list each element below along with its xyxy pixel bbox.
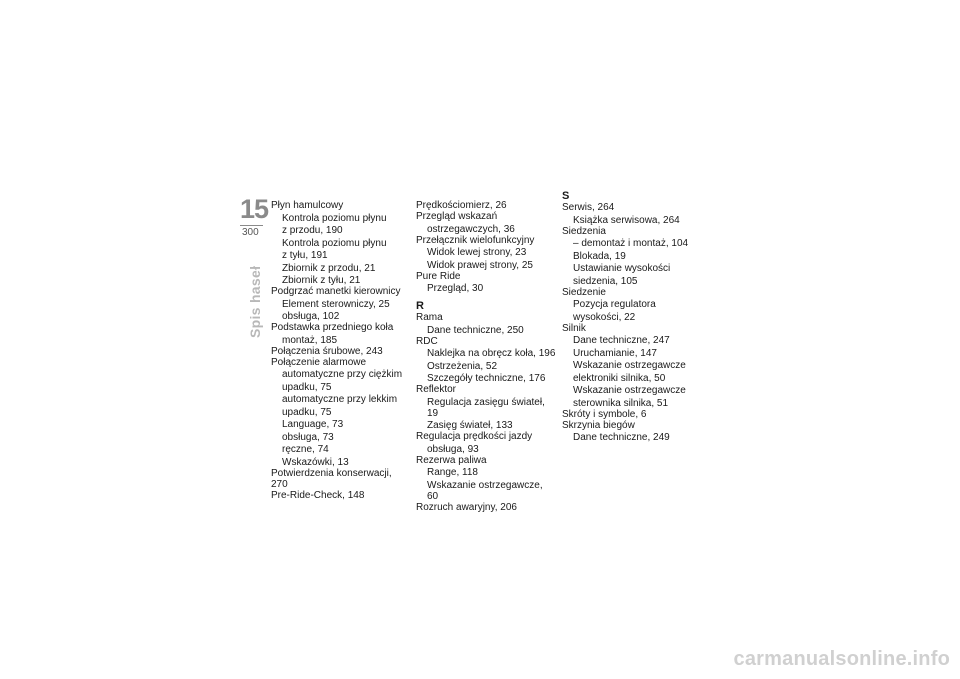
- index-entry: [562, 287, 702, 323]
- index-entry-head: Skróty i symbole, 6: [562, 408, 647, 420]
- index-subentry: Kontrola poziomu płynu: [282, 237, 387, 249]
- index-subentry: Widok lewej strony, 23: [427, 247, 527, 258]
- index-subentry: Regulacja zasięgu świateł, 19: [427, 396, 545, 419]
- index-entry: [271, 286, 411, 322]
- index-subentry: Pozycja regulatora: [573, 299, 656, 310]
- index-subentry: Widok prawej strony, 25: [427, 259, 533, 271]
- index-entry: [271, 357, 411, 468]
- index-entry-head: Rezerwa paliwa: [416, 454, 487, 466]
- index-subentry: z tyłu, 191: [282, 250, 328, 261]
- index-entry-head: Połączenie alarmowe: [271, 356, 367, 368]
- index-entry-head: Połączenia śrubowe, 243: [271, 345, 383, 357]
- index-subentry: Uruchamianie, 147: [573, 347, 657, 359]
- index-subentry: elektroniki silnika, 50: [573, 372, 666, 384]
- index-entry: [562, 420, 702, 444]
- index-subentry: Kontrola poziomu płynu: [282, 212, 387, 224]
- index-entry: [562, 323, 702, 409]
- index-entry: [416, 235, 556, 271]
- index-subentry: ostrzegawczych, 36: [427, 223, 515, 235]
- index-subentry: Wskazanie ostrzegawcze, 60: [427, 479, 543, 502]
- index-entry: [416, 384, 556, 431]
- index-subentry: obsługa, 93: [427, 443, 479, 455]
- index-subentry: montaż, 185: [282, 334, 338, 346]
- index-column-3: [562, 190, 702, 443]
- index-entry-head: Pre-Ride-Check, 148: [271, 489, 365, 501]
- index-entry-head: Siedzenia: [562, 225, 606, 237]
- index-column-2: [416, 200, 556, 513]
- index-entry: [416, 312, 556, 336]
- index-subentry: ręczne, 74: [282, 444, 329, 455]
- index-subentry: wysokości, 22: [573, 311, 636, 323]
- index-entry: [416, 431, 556, 455]
- index-entry-head: Silnik: [562, 322, 586, 334]
- index-entry-head: Przełącznik wielofunkcyjny: [416, 234, 535, 246]
- index-entry-head: Prędkościomierz, 26: [416, 200, 507, 211]
- index-subentry: – demontaż i montaż, 104: [573, 238, 689, 249]
- index-entry-head: Podstawka przedniego koła: [271, 322, 394, 333]
- index-subentry: upadku, 75: [282, 406, 332, 418]
- index-column-1: [271, 200, 411, 501]
- index-letter-heading: S: [562, 190, 570, 202]
- index-entry: [416, 455, 556, 502]
- index-subentry: Zbiornik z tyłu, 21: [282, 275, 361, 286]
- index-subentry: Dane techniczne, 250: [427, 324, 524, 336]
- index-entry-head: Reflektor: [416, 384, 457, 395]
- index-entry-head: RDC: [416, 335, 438, 347]
- index-subentry: sterownika silnika, 51: [573, 397, 669, 409]
- index-entry-head: Pure Ride: [416, 270, 461, 282]
- index-subentry: Wskazanie ostrzegawcze: [573, 385, 686, 396]
- index-subentry: Ostrzeżenia, 52: [427, 360, 498, 372]
- index-subentry: Szczegóły techniczne, 176: [427, 373, 546, 384]
- index-entry-head: Skrzynia biegów: [562, 419, 635, 431]
- chapter-number: 15: [240, 194, 269, 224]
- index-entry: [271, 346, 411, 357]
- index-subentry: Range, 118: [427, 467, 478, 478]
- chapter-divider: [240, 225, 263, 226]
- index-entry-head: Przegląd wskazań: [416, 211, 498, 222]
- chapter-title: Spis haseł: [247, 265, 263, 338]
- index-entry: [271, 200, 411, 286]
- index-entry: [562, 226, 702, 287]
- index-entry: [271, 322, 411, 346]
- index-subentry: Książka serwisowa, 264: [573, 214, 680, 226]
- watermark: carmanualsonline.info: [733, 648, 950, 670]
- index-entry-head: Płyn hamulcowy: [271, 200, 344, 211]
- index-subentry: Naklejka na obręcz koła, 196: [427, 348, 556, 359]
- page-number: 300: [242, 227, 259, 238]
- index-letter-heading: R: [416, 300, 424, 312]
- index-subentry: Dane techniczne, 249: [573, 432, 670, 443]
- index-subentry: obsługa, 102: [282, 311, 340, 322]
- index-entry: [271, 468, 411, 490]
- index-subentry: Wskazanie ostrzegawcze: [573, 360, 686, 371]
- index-entry: [416, 336, 556, 385]
- index-entry: [416, 200, 556, 211]
- index-subentry: upadku, 75: [282, 381, 332, 393]
- index-entry: [416, 502, 556, 513]
- index-subentry: Blokada, 19: [573, 250, 626, 262]
- index-entry: [271, 490, 411, 501]
- index-entry-head: Serwis, 264: [562, 202, 615, 213]
- index-entry-head: Siedzenie: [562, 286, 606, 298]
- index-subentry: Dane techniczne, 247: [573, 335, 670, 346]
- index-subentry: Wskazówki, 13: [282, 456, 349, 468]
- index-entry-head: Potwierdzenia konserwacji, 270: [271, 467, 392, 490]
- index-subentry: Language, 73: [282, 419, 344, 430]
- index-subentry: siedzenia, 105: [573, 275, 638, 287]
- index-subentry: Element sterowniczy, 25: [282, 298, 390, 310]
- index-entry-head: Podgrzać manetki kierownicy: [271, 286, 401, 297]
- index-subentry: automatyczne przy lekkim: [282, 394, 398, 405]
- index-subentry: Zbiornik z przodu, 21: [282, 262, 376, 274]
- index-entry: [562, 409, 702, 420]
- index-entry-head: Regulacja prędkości jazdy: [416, 431, 533, 442]
- index-entry: [416, 211, 556, 235]
- index-subentry: obsługa, 73: [282, 431, 334, 443]
- index-subentry: Ustawianie wysokości: [573, 263, 671, 274]
- index-entry: [416, 271, 556, 295]
- index-subentry: Przegląd, 30: [427, 283, 484, 294]
- index-entry-head: Rozruch awaryjny, 206: [416, 501, 517, 513]
- index-entry: [562, 202, 702, 226]
- index-subentry: z przodu, 190: [282, 225, 343, 236]
- index-entry-head: Rama: [416, 312, 443, 323]
- index-subentry: Zasięg świateł, 133: [427, 420, 513, 431]
- index-subentry: automatyczne przy ciężkim: [282, 369, 403, 380]
